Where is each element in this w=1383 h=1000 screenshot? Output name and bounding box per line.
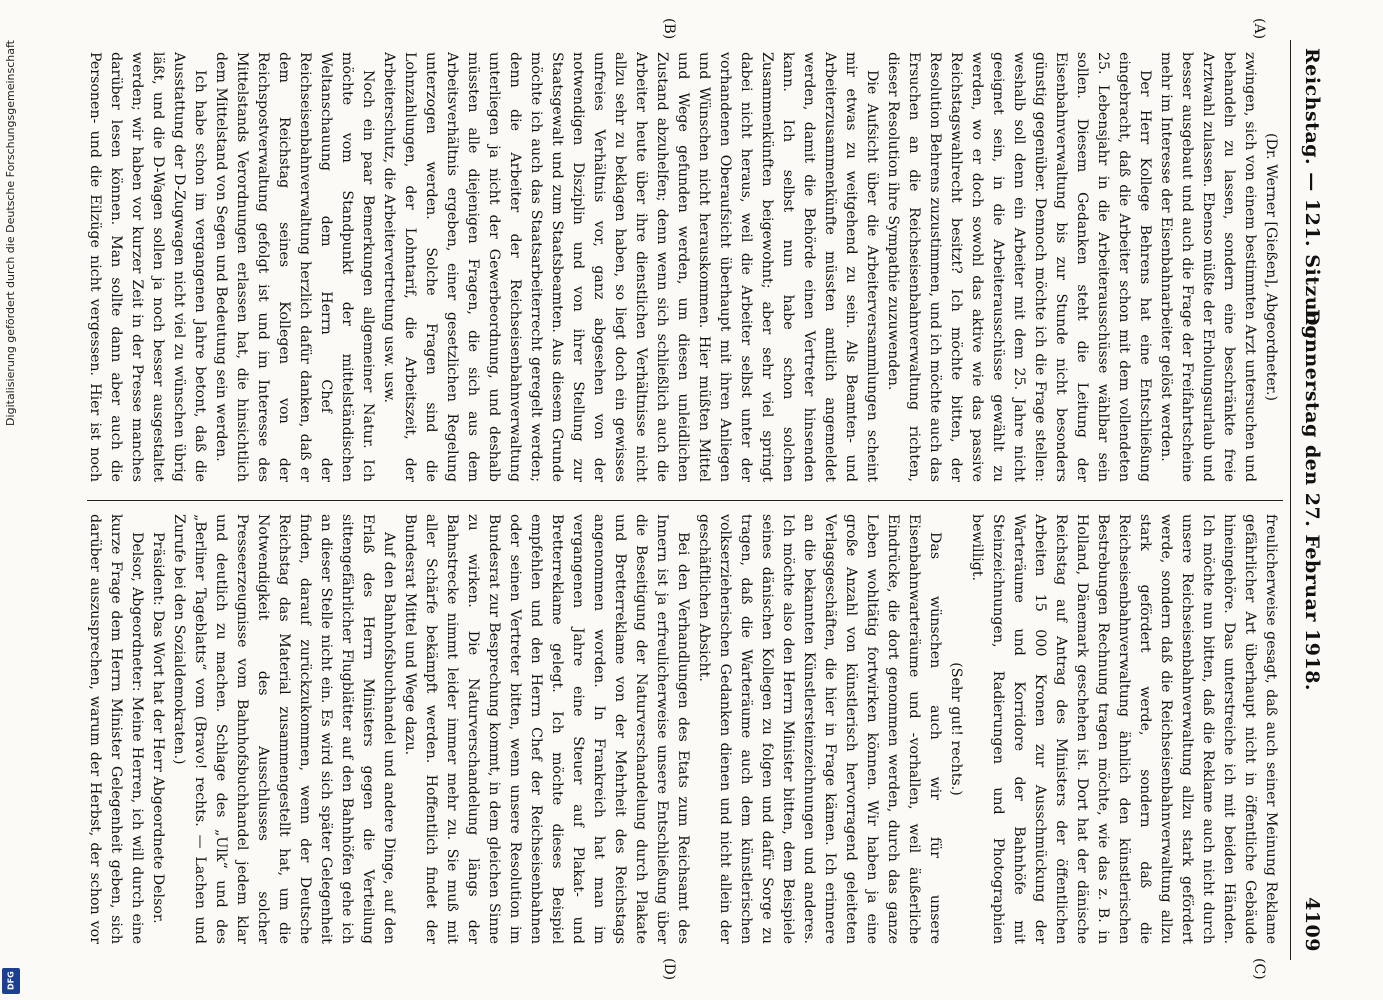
paragraph: Das wünschen auch wir für unsere Eisenbahnwarteräume und -vorhallen, weil äußerliche Eindrücke, die dort genommen werden, durch das ganze Leben wohltätig fortwirken können. Wir haben ja eine große Anzahl von künstlerisch hervorragend geleiteten Verlagsgeschäften, die hier in Frage kämen. Ich erinnere an die bekannten Künstlersteinzeichnungen und anderes. Ich möchte also den Herrn Minister bitten, dem Beispiele seines dänischen Kollegen zu folgen und dafür Sorge zu tragen, daß die Warteräume auch dem künstlerischen volkserzieherischen Gedanken dienen und nicht allein der geschäftlichen Absicht. bbox=[696, 514, 943, 944]
header-date: Donnerstag den 27. Februar 1918. bbox=[1301, 308, 1323, 692]
right-column bbox=[87, 514, 1281, 944]
margin-mark-d: (D) bbox=[661, 958, 677, 981]
running-head bbox=[1293, 40, 1327, 960]
margin-mark-a: (A) bbox=[1251, 18, 1267, 40]
paragraph: Bei den Verhandlungen des Etats zum Reichsamt des Innern ist ja erfreulicherweise unsere Entschließung über die Beseitigung der Naturverschandelung durch Plakate und Bretterreklame von der Mehrheit des Reichstags angenommen worden. In Frankreich hat man im vergangenen Jahre eine Steuer auf Plakat- und Bretterreklame gelegt. Ich möchte dieses Beispiel empfehlen und den Herrn Chef der Reichseisenbahnen oder seinen Vertreter bitten, wenn unsere Resolution im Bundesrat zur Besprechung kommt, in dem gleichen Sinne zu wirken. Die Naturverschandelung längs der Bahnstrecke nimmt leider immer mehr zu. Sie muß mit aller Schärfe bekämpft werden. Hoffentlich findet der Bundesrat Mittel und Wege dazu. bbox=[402, 514, 691, 944]
paragraph: Ich habe schon im vergangenen Jahre betont, daß die Ausstattung der D-Zugwagen nicht viel zu wünschen übrig läßt, und die D-Wagen sollen ja noch besser ausgestaltet werden; wir haben vor kurzer Zeit in der Presse manches darüber lesen können. Man sollte dann aber auch die Personen- und die Eilzüge nicht vergessen. Hier ist noch bbox=[87, 52, 208, 482]
interjection: (Sehr gut! rechts.) bbox=[948, 662, 964, 796]
paragraph: Auf den Bahnhofsbuchhandel und andere Dinge, auf den Erlaß des Herrn Ministers gegen die Verteilung sittengefährlicher Flugblätter auf den Bahnhöfen gehe ich an dieser Stelle nicht ein. Es wird sich später Gelegenheit finden, darauf zurückzukommen, wenn der Deutsche Reichstag das Material zusammengestellt hat, um die Notwendigkeit des Ausschlusses solcher Presseerzeugnisse vom Bahnhofsbuchhandel jedem klar und deutlich zu machen. Schlage des „Ulk“ und des „Berliner Tageblatts“ vom (Bravo! rechts. — Lachen und Zurufe bei den Sozialdemokraten.) bbox=[171, 514, 397, 944]
header-session: Reichstag. — 121. Sitzung. bbox=[1301, 48, 1323, 347]
speaker-line: (Dr. Werner [Gießen], Abgeordneter.) bbox=[1263, 132, 1279, 402]
president-line: Präsident: Das Wort hat der Herr Abgeordnete Delsor. bbox=[150, 532, 166, 924]
paragraph: Delsor, Abgeordneter: Meine Herren, ich will durch eine kurze Frage dem Herrn Minister Gelegenheit geben, sich darüber auszusprechen, warum der Herbst, der schon vor bbox=[87, 514, 145, 944]
rotated-scan-sheet bbox=[77, 18, 1327, 981]
margin-mark-b: (B) bbox=[661, 18, 677, 40]
funding-notice-text: Digitalisierung gefördert durch die Deutsche Forschungsgemeinschaft bbox=[4, 40, 17, 426]
paragraph: zwingen, sich von einem bestimmten Arzt untersuchen und behandeln zu lassen, sondern eine beschränkte freie Arztwahl zulassen. Ebenso müßte der Erholungsurlaub und besser ausgebaut und auch die Frage der Freifahrtscheine mehr im Interesse der Eisenbahnarbeiter gelöst werden. bbox=[1158, 52, 1258, 482]
paragraph: Der Herr Kollege Behrens hat eine Entschließung eingebracht, daß die Arbeiter schon mit dem vollendeten 25. Lebensjahr in die Arbeiterausschüsse wählbar sein sollen. Diesem Gedanken steht die Leitung der Eisenbahnverwaltung bis zur Stunde nicht besonders günstig gegenüber. Dennoch möchte ich die Frage stellen: weshalb soll denn ein Arbeiter mit dem 25. Jahre nicht geeignet sein, in die Arbeiterausschüsse gewählt zu werden, wo er doch sowohl das aktive wie das passive Reichstagswahlrecht besitzt? Ich möchte bitten, der Resolution Behrens zuzustimmen, und ich möchte auch das Ersuchen an die Reichseisenbahnverwaltung richten, dieser Resolution ihre Sympathie zuzuwenden. bbox=[885, 52, 1153, 482]
paragraph: Die Aufsicht über die Arbeiterversammlungen scheint mir etwas zu weitgehend zu sein. Als Beamten- und Arbeiterzusammenkünfte müssten amtlich angemeldet werden, damit die Behörde einen Vertreter hinsenden kann. Ich selbst nun habe schon solchen Zusammenkünften beigewohnt; aber sehr viel springt dabei nicht heraus, weil die Arbeiter selbst unter der vorhandenen Oberaufsicht überhaupt mit ihren Anliegen und Wünschen nicht herauskommen. Hier müßten Mittel und Wege gefunden werden, um diesen unleidlichen Zustand abzuhelfen; denn wenn sich schließlich auch die Arbeiter heute über ihre dienstlichen Verhältnisse nicht allzu sehr zu beklagen haben, so liegt doch ein gewisses unfreies Verhältnis vor, ganz abgesehen von der notwendigen Disziplin und von ihrer Stellung zur Staatsgewalt und zum Staatsbeamten. Aus diesem Grunde möchte ich auch das Staatsarbeiterrecht geregelt werden; denn die Arbeiter der Reichseisenbahnverwaltung unterliegen ja nicht der Gewerbeordnung, und deshalb müssten alle diejenigen Fragen, die sich aus dem Arbeitsverhältnis ergeben, einer gesetzlichen Regelung unterzogen werden. Solche Fragen sind die Lohnzahlungen, der Lohntarif, die Arbeitszeit, der Arbeiterschutz, die Arbeitervertretung usw. usw. bbox=[381, 52, 880, 482]
funding-notice bbox=[4, 40, 20, 960]
left-column bbox=[87, 52, 1281, 482]
margin-mark-c: (C) bbox=[1251, 958, 1267, 980]
paragraph: Noch ein paar Bemerkungen allgemeiner Natur. Ich möchte vom Standpunkt der mittelständischen Weltanschauung dem Herrn Chef der Reichseisenbahnverwaltung herzlich dafür danken, daß er dem Reichstag seines Kollegen von der Reichspostverwaltung gefolgt ist und im Interesse des Mittelstands Verordnungen erlassen hat, die hinsichtlich dem Mittelstand von Segen und Bedeutung sein werden. bbox=[213, 52, 376, 482]
column-divider bbox=[87, 500, 1283, 501]
dfg-logo: DFG bbox=[2, 968, 20, 994]
page-number: 4109 bbox=[1301, 897, 1323, 952]
header-rule bbox=[1290, 40, 1291, 960]
paragraph: freulicherweise gesagt, daß auch seiner Meinung Reklame gefährlicher Art überhaupt nicht in öffentliche Gebäude hineingehöre. Das unterstreiche ich mit beiden Händen. Ich möchte nun bitten, daß die Reklame auch nicht durch unsere Reichseisenbahnverwaltung allzu stark gefördert werde, sondern daß die Reichseisenbahnverwaltung allzu stark gefördert werde, sondern daß die Reichseisenbahnverwaltung ähnlich den künstlerischen Bestrebungen Rechnung tragen möchte, wie das z. B. in Holland, Dänemark geschehen ist. Dort hat der dänische Reichstag auf Antrag des Ministers der öffentlichen Arbeiten 15 000 Kronen zur Ausschmückung der Warteräume und Korridore der Bahnhöfe mit Steinzeichnungen, Radierungen und Photographien bewilligt. bbox=[969, 514, 1279, 944]
